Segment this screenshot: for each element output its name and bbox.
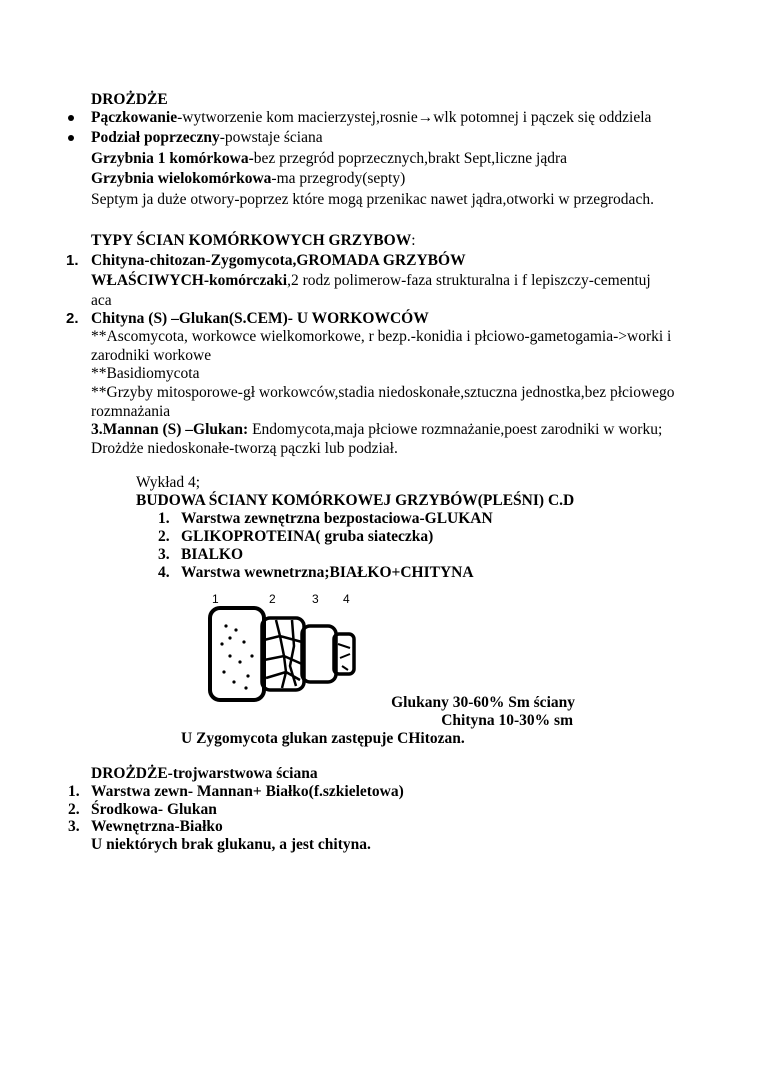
item2-line5: **Grzyby mitosporowe-gł workowców,stadia niedoskonałe,sztuczna jednostka,bez płciowego [91, 384, 675, 401]
desc-grzybnia-wielokom: -ma przegrody(septy) [271, 170, 406, 187]
list-number: 2. [158, 528, 170, 545]
list-number: 2. [66, 310, 79, 327]
yeast-layer-item: Wewnętrzna-Białko [91, 818, 223, 835]
desc-paczkowanie: -wytworzenie kom macierzystej,rosnie [177, 109, 418, 126]
item2-line2: **Ascomycota, workowce wielkomorkowe, r bezp.-konidia i płciowo-gametogamia->worki i [91, 328, 672, 345]
item2-title: Chityna (S) –Glukan(S.CEM)- U WORKOWCÓW [91, 310, 429, 327]
section-title-drozdze-sciana: DROŻDŻE-trojwarstwowa ściana [91, 765, 318, 782]
list-number: 3. [158, 546, 170, 563]
section-title-drozdze: DROŻDŻE [91, 91, 168, 108]
typy-scian-colon: : [411, 232, 416, 249]
item1-line3: aca [91, 292, 112, 309]
item2-line6: rozmnażania [91, 403, 171, 420]
desc-paczkowanie-tail: wlk potomnej i pączek się oddziela [433, 109, 652, 126]
layer-1-dots [220, 624, 253, 689]
item3-line2: Drożdże niedoskonałe-tworzą pączki lub podział. [91, 440, 398, 457]
diagram-label-3: 3 [312, 592, 319, 606]
item2-line3: zarodniki workowe [91, 347, 212, 364]
term-grzybnia-wielokom: Grzybnia wielokomórkowa [91, 170, 272, 187]
list-number: 1. [68, 783, 80, 800]
section-title-typy-scian [91, 231, 416, 251]
list-number: 4. [158, 564, 170, 581]
list-number: 1. [66, 252, 79, 269]
layer-4-marks [338, 644, 350, 670]
typy-scian-title-text: TYPY ŚCIAN KOMÓRKOWYCH GRZYBOW [91, 232, 412, 249]
item2-line4: **Basidiomycota [91, 365, 200, 382]
term-podzial: Podział poprzeczny [91, 129, 220, 146]
term-paczkowanie: Pączkowanie [91, 109, 178, 126]
bullet-icon [68, 115, 74, 121]
list-number: 3. [68, 818, 80, 835]
list-number: 1. [158, 510, 170, 527]
line-grzybnia-1kom [91, 149, 567, 169]
section-title-budowa: BUDOWA ŚCIANY KOMÓRKOWEJ GRZYBÓW(PLEŚNI) C.D [136, 492, 575, 509]
term-grzybnia-1kom: Grzybnia 1 komórkowa- [91, 150, 254, 167]
layer-item: BIALKO [181, 546, 244, 563]
item1-line1: Chityna-chitozan-Zygomycota,GROMADA GRZYBÓW [91, 252, 466, 269]
item1-bold: WŁAŚCIWYCH-komórczaki [91, 272, 288, 289]
list-number: 2. [68, 801, 80, 818]
item3-rest: Endomycota,maja płciowe rozmnażanie,poest zarodniki w worku; [248, 421, 663, 438]
item1-rest: ,2 rodz polimerow-faza strukturalna i f lepiszczy-cementuj [287, 272, 651, 289]
item1-line2 [91, 271, 651, 291]
diagram-label-2: 2 [269, 592, 276, 606]
bullet-icon [68, 135, 74, 141]
yeast-layer-item: Warstwa zewn- Mannan+ Białko(f.szkieletowa) [91, 783, 404, 800]
layer-item: GLIKOPROTEINA( gruba siateczka) [181, 528, 434, 545]
layer-1-shape [210, 608, 264, 700]
layer-item: Warstwa wewnetrzna;BIAŁKO+CHITYNA [181, 564, 474, 581]
desc-podzial: -powstaje ściana [219, 129, 323, 146]
line-grzybnia-wielokom [91, 169, 405, 189]
diagram-label-4: 4 [343, 592, 350, 606]
bullet-line-paczkowanie [91, 108, 651, 128]
diagram-label-1: 1 [212, 592, 219, 606]
yeast-layer-item: Środkowa- Glukan [91, 801, 217, 818]
bullet-line-podzial [91, 128, 323, 148]
lecture-label: Wykład 4; [136, 474, 201, 491]
layer-2-network [264, 620, 302, 688]
arrow-right-icon: → [417, 109, 434, 126]
layer-3-shape [302, 626, 336, 682]
desc-grzybnia-1kom: bez przegród poprzecznych,brakt Sept,liczne jądra [253, 150, 568, 167]
layer-item: Warstwa zewnętrzna bezpostaciowa-GLUKAN [181, 510, 493, 527]
zygomycota-note: U Zygomycota glukan zastępuje CHitozan. [181, 730, 465, 747]
item3-line1 [91, 420, 662, 440]
yeast-note: U niektórych brak glukanu, a jest chityna. [91, 836, 371, 853]
chityna-caption: Chityna 10-30% sm [441, 712, 573, 729]
line-septym: Septym ja duże otwory-poprzez które mogą przenikac nawet jądra,otworki w przegrodach. [91, 191, 654, 208]
item3-bold: 3.Mannan (S) –Glukan: [91, 421, 249, 438]
glukany-caption: Glukany 30-60% Sm ściany [391, 694, 575, 711]
cell-wall-diagram [200, 586, 370, 706]
